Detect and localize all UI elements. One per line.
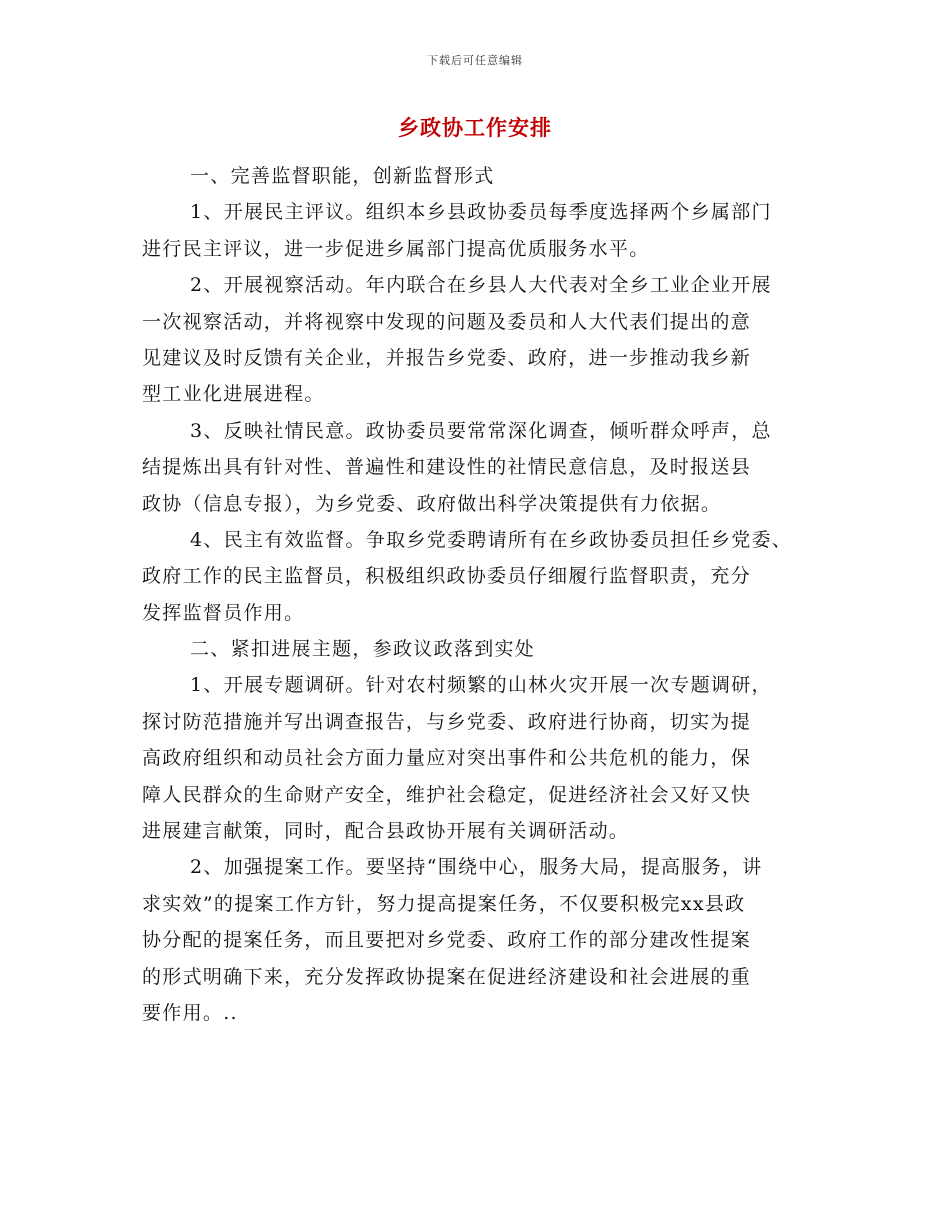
text-line: 一次视察活动，并将视察中发现的问题及委员和人大代表们提出的意: [142, 310, 752, 333]
text-line: 政协（信息专报），为乡党委、政府做出科学决策提供有力依据。: [142, 492, 722, 515]
text-line: 协分配的提案任务，而且要把对乡党委、政府工作的部分建改性提案: [142, 929, 752, 952]
text-line: 二、紧扣进展主题，参政议政落到实处: [190, 638, 536, 661]
text-line: 3、反映社情民意。政协委员要常常深化调查，倾听群众呼声，总: [190, 419, 772, 442]
text-line: 的形式明确下来，充分发挥政协提案在促进经济建设和社会进展的重: [142, 965, 752, 988]
text-line: 求实效”的提案工作方针，努力提高提案任务，不仅要积极完xx县政: [142, 892, 746, 915]
text-line: 2、加强提案工作。要坚持“围绕中心，服务大局，提高服务，讲: [190, 856, 763, 879]
text-line: 高政府组织和动员社会方面力量应对突出事件和公共危机的能力，保: [142, 747, 752, 770]
text-line: 1、开展专题调研。针对农村频繁的山林火灾开展一次专题调研，: [190, 674, 772, 697]
text-line: 进行民主评议，进一步促进乡属部门提高优质服务水平。: [142, 237, 650, 260]
text-line: 4、民主有效监督。争取乡党委聘请所有在乡政协委员担任乡党委、: [190, 528, 793, 551]
document-title: 乡政协工作安排: [398, 116, 552, 140]
text-line: 结提炼出具有针对性、普遍性和建设性的社情民意信息，及时报送县: [142, 456, 752, 479]
text-line: 要作用。..: [142, 1001, 238, 1024]
text-line: 障人民群众的生命财产安全，维护社会稳定，促进经济社会又好又快: [142, 783, 752, 806]
text-line: 政府工作的民主监督员，积极组织政协委员仔细履行监督职责，充分: [142, 565, 752, 588]
text-line: 1、开展民主评议。组织本乡县政协委员每季度选择两个乡属部门: [190, 201, 772, 224]
text-line: 2、开展视察活动。年内联合在乡县人大代表对全乡工业企业开展: [190, 274, 772, 297]
text-line: 发挥监督员作用。: [142, 601, 305, 624]
text-line: 进展建言献策，同时，配合县政协开展有关调研活动。: [142, 820, 630, 843]
text-line: 见建议及时反馈有关企业，并报告乡党委、政府，进一步推动我乡新: [142, 346, 752, 369]
text-line: 探讨防范措施并写出调查报告，与乡党委、政府进行协商，切实为提: [142, 710, 752, 733]
header-note: 下载后可任意编辑: [427, 54, 523, 67]
document-body: [142, 158, 807, 1031]
text-line: 型工业化进展进程。: [142, 383, 325, 406]
text-line: 一、完善监督职能，创新监督形式: [190, 165, 495, 187]
